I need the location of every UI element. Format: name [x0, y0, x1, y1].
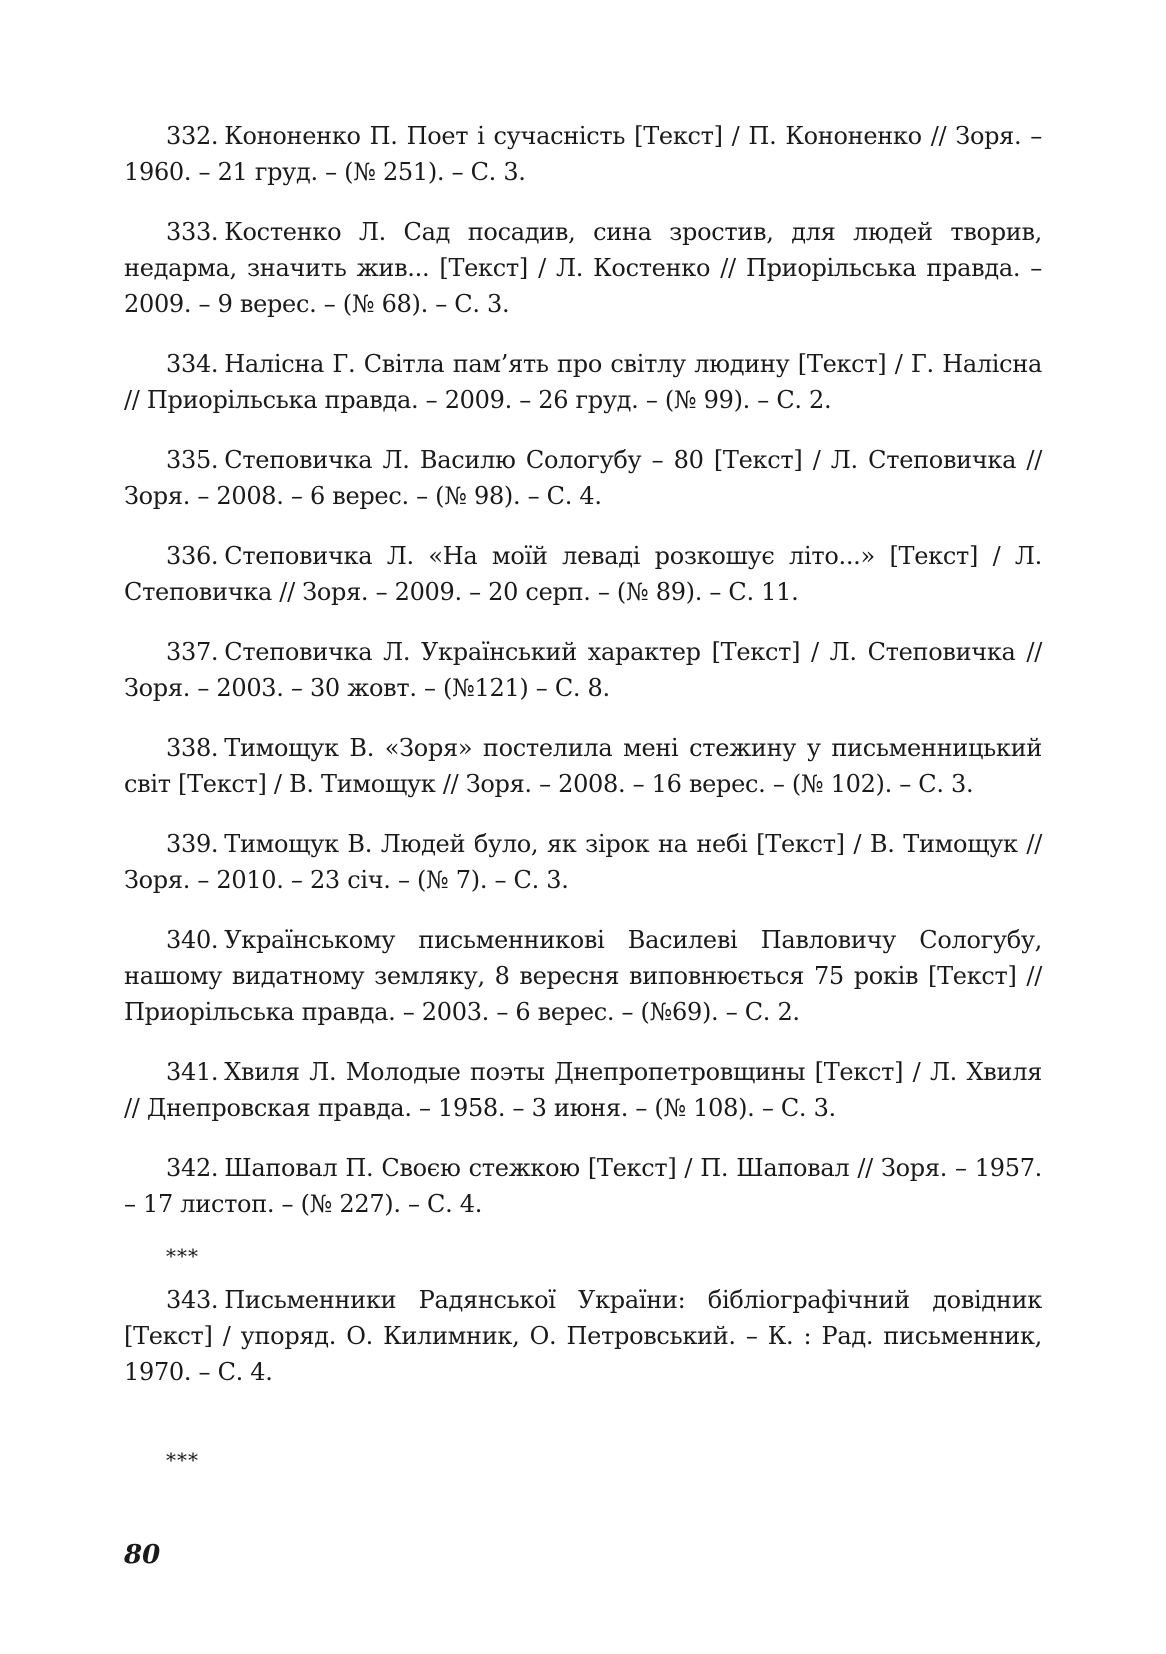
bibliography-entry-339: 339. Тимощук В. Людей було, як зірок на небі [Текст] / В. Тимощук // Зоря. – 2010. – 23 січ. – (№ 7). – С. 3. — [124, 830, 1042, 894]
bibliography-entry-338: 338. Тимощук В. «Зоря» постелила мені стежину у письменницький світ [Текст] / В. Тимощук // Зоря. – 2008. – 16 верес. – (№ 102). – С. 3. — [124, 734, 1042, 798]
section-separator-end: *** — [166, 1448, 199, 1472]
bibliography-entry-343: 343. Письменники Радянської України: бібліографічний довідник [Текст] / упоряд. О. Килимник, О. Петровський. – К. : Рад. письменник, 1970. – С. 4. — [124, 1286, 1042, 1386]
bibliography-entry-332: 332. Кононенко П. Поет і сучасність [Текст] / П. Кононенко // Зоря. – 1960. – 21 груд. – (№ 251). – С. 3. — [124, 122, 1042, 186]
section-separator: *** — [166, 1244, 199, 1268]
bibliography-entry-335: 335. Степовичка Л. Василю Сологубу – 80 [Текст] / Л. Степовичка // Зоря. – 2008. – 6 верес. – (№ 98). – С. 4. — [124, 446, 1042, 510]
bibliography-entry-336: 336. Степовичка Л. «На моїй леваді розкошує літо...» [Текст] / Л. Степовичка // Зоря. – 2009. – 20 серп. – (№ 89). – С. 11. — [124, 542, 1042, 606]
page-number: 80 — [124, 1540, 161, 1570]
bibliography-entry-342: 342. Шаповал П. Своєю стежкою [Текст] / П. Шаповал // Зоря. – 1957. – 17 листоп. – (№ 227). – С. 4. — [124, 1154, 1042, 1218]
bibliography-entry-341: 341. Хвиля Л. Молодые поэты Днепропетровщины [Текст] / Л. Хвиля // Днепровская правда. – 1958. – 3 июня. – (№ 108). – С. 3. — [124, 1058, 1042, 1122]
bibliography-entry-340: 340. Українському письменникові Василеві Павловичу Сологубу, нашому видатному земляку, 8 вересня виповнюється 75 років [Текст] // Приорільська правда. – 2003. – 6 верес. – (№69). – С. 2. — [124, 926, 1042, 1026]
bibliography-entry-334: 334. Налісна Г. Світла пам’ять про світлу людину [Текст] / Г. Налісна // Приорільська правда. – 2009. – 26 груд. – (№ 99). – С. 2. — [124, 350, 1042, 414]
bibliography-page — [124, 118, 1042, 1486]
bibliography-entry-337: 337. Степовичка Л. Український характер [Текст] / Л. Степовичка // Зоря. – 2003. – 30 жовт. – (№121) – С. 8. — [124, 638, 1042, 702]
bibliography-entry-333: 333. Костенко Л. Сад посадив, сина зростив, для людей творив, недарма, значить жив... [Текст] / Л. Костенко // Приорільська правда. – 2009. – 9 верес. – (№ 68). – С. 3. — [124, 218, 1042, 318]
